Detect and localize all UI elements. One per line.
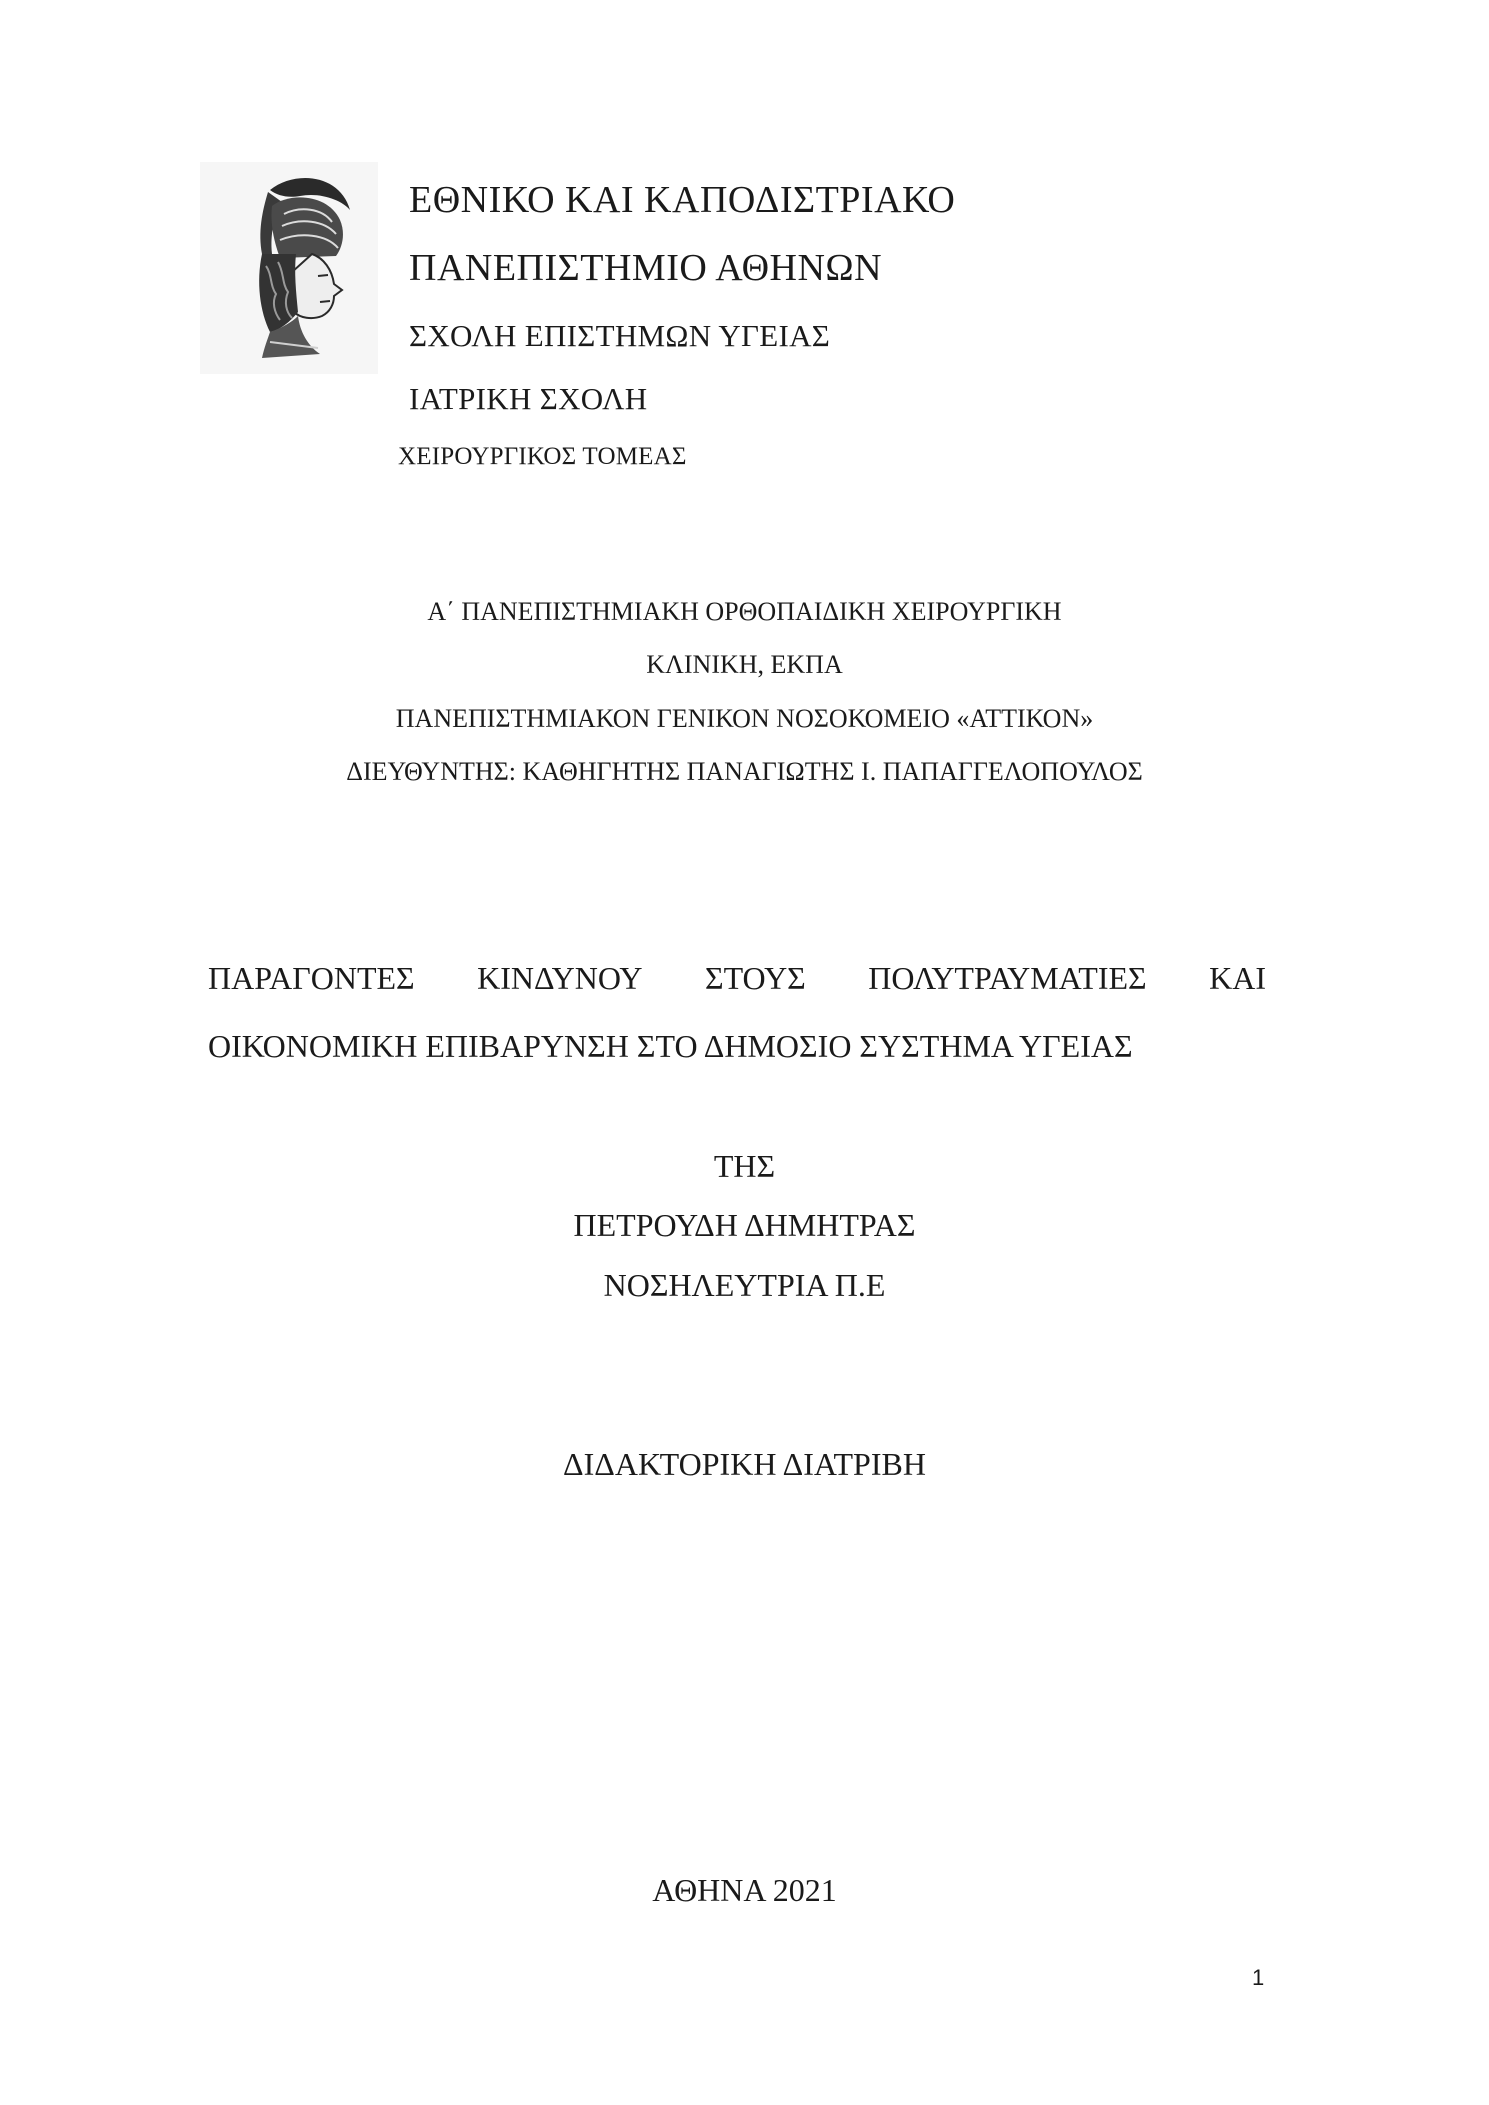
director-line: ΔΙΕΥΘΥΝΤΗΣ: ΚΑΘΗΓΗΤΗΣ ΠΑΝΑΓΙΩΤΗΣ Ι. ΠΑΠΑΓΓΕΛΟΠΟΥΛΟΣ <box>346 757 1143 786</box>
author-prefix: ΤΗΣ <box>713 1148 776 1184</box>
title-word: ΚΙΝΔΥΝΟΥ <box>477 960 643 996</box>
page-number: 1 <box>1252 1965 1265 1990</box>
thesis-title-line1 <box>208 960 1266 997</box>
author-role: ΝΟΣΗΛΕΥΤΡΙΑ Π.Ε <box>603 1267 886 1303</box>
title-word: ΠΑΡΑΓΟΝΤΕΣ <box>208 960 415 996</box>
hospital-name: ΠΑΝΕΠΙΣΤΗΜΙΑΚΟΝ ΓΕΝΙΚΟΝ ΝΟΣΟΚΟΜΕΙΟ «ΑΤΤΙΚΟΝ» <box>395 704 1094 733</box>
athena-head-emblem-icon <box>200 162 378 374</box>
place-year: ΑΘΗΝΑ 2021 <box>652 1872 837 1908</box>
title-word: ΠΟΛΥΤΡΑΥΜΑΤΙΕΣ <box>868 960 1147 996</box>
thesis-title-line2: ΟΙΚΟΝΟΜΙΚΗ ΕΠΙΒΑΡΥΝΣΗ ΣΤΟ ΔΗΜΟΣΙΟ ΣΥΣΤΗΜΑ ΥΓΕΙΑΣ <box>208 1028 1133 1064</box>
document-type: ΔΙΔΑΚΤΟΡΙΚΗ ΔΙΑΤΡΙΒΗ <box>563 1446 926 1482</box>
university-name-line2: ΠΑΝΕΠΙΣΤΗΜΙΟ ΑΘΗΝΩΝ <box>409 247 883 289</box>
title-word: ΣΤΟΥΣ <box>704 960 806 996</box>
school-name: ΣΧΟΛΗ ΕΠΙΣΤΗΜΩΝ ΥΓΕΙΑΣ <box>409 318 831 353</box>
clinic-line-2: ΚΛΙΝΙΚΗ, ΕΚΠΑ <box>646 650 843 679</box>
faculty-name: ΙΑΤΡΙΚΗ ΣΧΟΛΗ <box>409 381 648 416</box>
title-word: ΚΑΙ <box>1209 960 1266 996</box>
clinic-line-1: Α΄ ΠΑΝΕΠΙΣΤΗΜΙΑΚΗ ΟΡΘΟΠΑΙΔΙΚΗ ΧΕΙΡΟΥΡΓΙΚΗ <box>427 597 1062 626</box>
department-name: ΧΕΙΡΟΥΡΓΙΚΟΣ ΤΟΜΕΑΣ <box>398 443 687 470</box>
university-name-line1: ΕΘΝΙΚΟ ΚΑΙ ΚΑΠΟΔΙΣΤΡΙΑΚΟ <box>409 179 956 221</box>
author-name: ΠΕΤΡΟΥΔΗ ΔΗΜΗΤΡΑΣ <box>573 1207 916 1243</box>
